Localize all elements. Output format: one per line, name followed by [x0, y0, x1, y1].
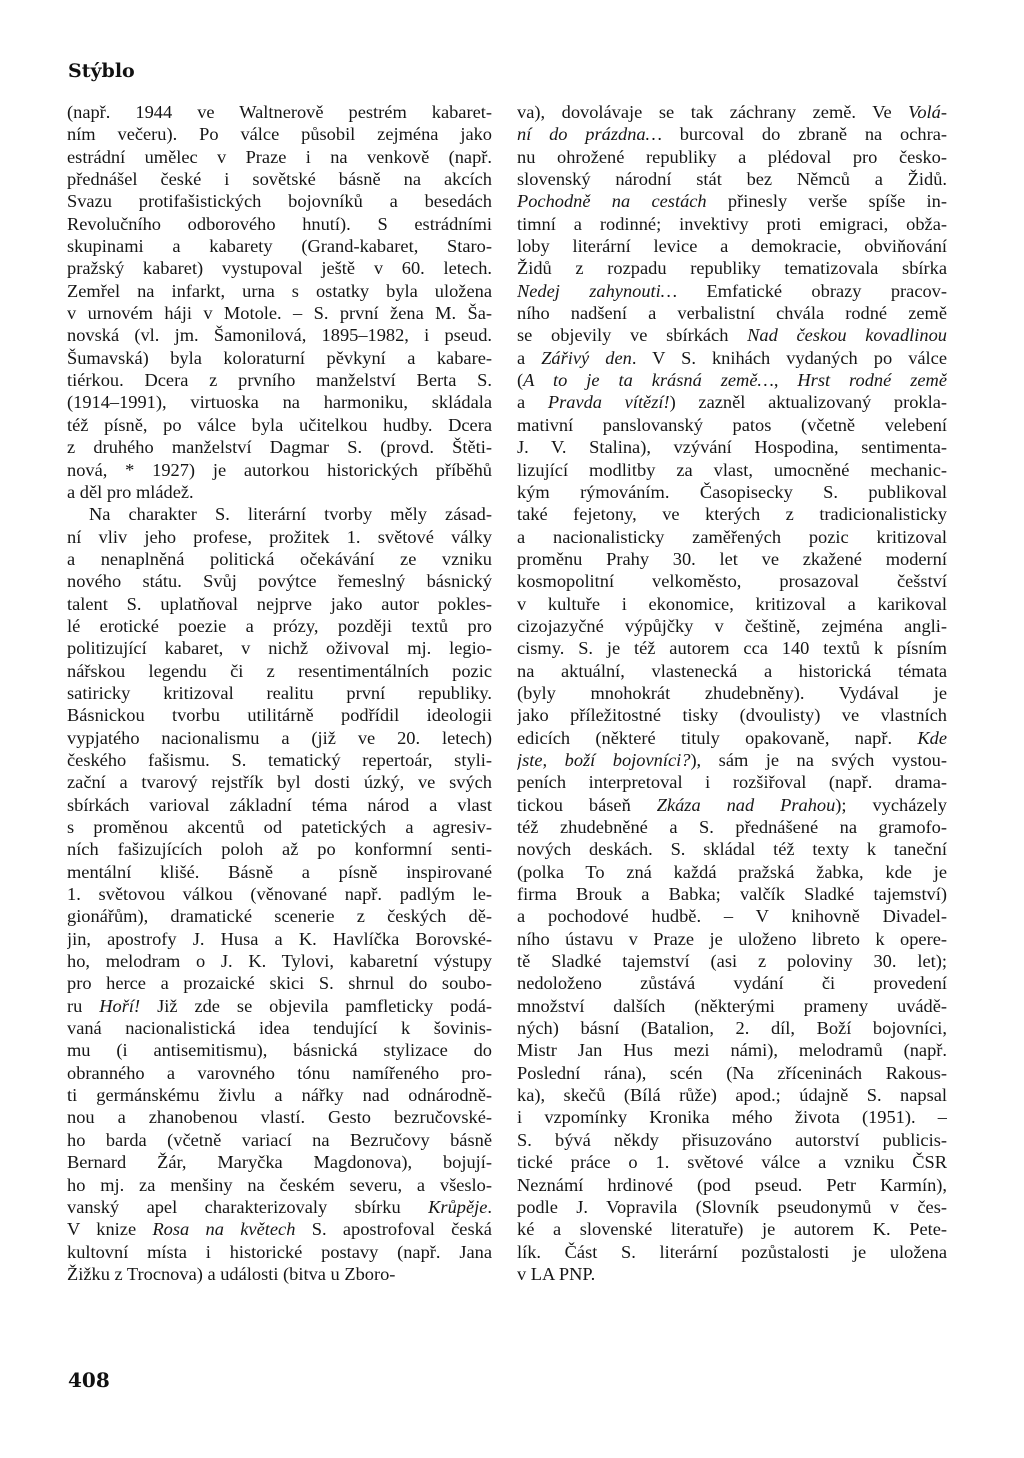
- text-line: [517, 123, 947, 145]
- text-run: vanský apel charakterizovaly sbírku: [67, 1196, 429, 1217]
- text-line: [517, 593, 947, 615]
- text-run: též písně, po válce byla učitelkou hudby. Dcera: [67, 414, 492, 435]
- text-run: vaná nacionalistická idea tendující k šovinis-: [67, 1018, 492, 1039]
- text-line: [517, 1196, 947, 1218]
- text-line: [67, 235, 492, 257]
- text-run: Šumavská) byla koloraturní pěvkyní a kabare-: [67, 347, 492, 368]
- text-run: novská (vl. jm. Šamonilová, 1895–1982, i pseud.: [67, 325, 492, 346]
- text-run: Svazu protifašistických bojovníků a besedách: [67, 191, 492, 212]
- text-line: [517, 905, 947, 927]
- text-line: [67, 302, 492, 324]
- italic-title: Kde: [917, 727, 947, 748]
- text-line: [517, 481, 947, 503]
- text-line: [67, 1241, 492, 1263]
- text-line: [67, 391, 492, 413]
- text-line: [67, 1084, 492, 1106]
- text-line: [517, 101, 947, 123]
- text-run: (např. 1944 ve Waltnerově pestrém kabaret-: [67, 102, 492, 122]
- text-line: [67, 660, 492, 682]
- text-run: (1914–1991), virtuoska na harmoniku, skládala: [67, 392, 492, 413]
- text-line: [67, 459, 492, 481]
- text-line: [517, 1106, 947, 1128]
- text-run: obranného a varovného tónu namířeného pro-: [67, 1062, 492, 1083]
- text-run: Žižku z Trocnova) a události (bitva u Zboro-: [67, 1263, 396, 1284]
- text-line: [67, 704, 492, 726]
- text-line: [517, 660, 947, 682]
- text-line: [67, 481, 492, 503]
- text-column-left: [67, 101, 492, 1285]
- text-run: gionářům), dramatické scenerie z českých dě-: [67, 906, 492, 927]
- text-run: tické práce o 1. světové válce a vzniku ČSR: [517, 1152, 947, 1173]
- text-run: s proměnou akcentů od patetických a agresiv-: [67, 817, 492, 837]
- text-line: [517, 436, 947, 458]
- text-line: [517, 570, 947, 592]
- text-run: cismy. S. je též autorem cca 140 textů k písním: [517, 638, 947, 659]
- text-run: a děl pro mládež.: [67, 481, 194, 502]
- text-line: [67, 190, 492, 212]
- text-run: Bernard Žár, Maryčka Magdonova), bojují-: [67, 1152, 492, 1173]
- text-run: nou a zhanobenou vlastí. Gesto bezručovské-: [67, 1107, 492, 1128]
- text-line: [67, 280, 492, 302]
- text-run: také fejetony, ve kterých z tradicionalisticky: [517, 504, 947, 525]
- text-run: Emfatické obrazy pracov-: [677, 280, 947, 301]
- text-line: [67, 816, 492, 838]
- text-line: [67, 995, 492, 1017]
- text-line: [517, 391, 947, 413]
- text-line: [517, 972, 947, 994]
- text-run: kým rýmováním. Časopisecky S. publikoval: [517, 481, 947, 502]
- italic-title: Zkáza nad Prahou: [656, 794, 836, 815]
- text-run: Neznámí hrdinové (pod pseud. Petr Karmín),: [517, 1174, 947, 1195]
- text-line: [517, 280, 947, 302]
- text-line: [517, 883, 947, 905]
- text-run: ), sám je na svých vystou-: [690, 749, 947, 770]
- text-run: Židů z rozpadu republiky tematizovala sbírka: [517, 258, 947, 279]
- text-run: edicích (některé tituly opakovaně, např.: [517, 727, 918, 748]
- text-run: ním večeru). Po válce působil zejména jako: [67, 124, 492, 145]
- text-line: [67, 794, 492, 816]
- text-line: [67, 257, 492, 279]
- text-line: [517, 503, 947, 525]
- text-line: [67, 615, 492, 637]
- text-line: [517, 1084, 947, 1106]
- text-run: tě Sladké tajemství (asi z poloviny 30. let);: [517, 951, 947, 972]
- text-line: [67, 682, 492, 704]
- text-line: [67, 548, 492, 570]
- text-run: ké a slovenské literatuře) je autorem K. Pete-: [517, 1219, 947, 1240]
- text-run: a nacionalisticky zaměřených pozic kritizoval: [517, 526, 947, 547]
- text-line: [517, 771, 947, 793]
- text-run: satiricky kritizoval realitu první republiky.: [67, 682, 492, 703]
- text-run: a nenaplněná politická očekávání ze vzniku: [67, 548, 492, 569]
- text-run: nářskou legendu či z resentimentálních pozic: [67, 660, 492, 681]
- text-run: v kultuře i ekonomice, kritizoval a karikoval: [517, 593, 947, 614]
- italic-title: A to je ta krásná země…: [523, 370, 774, 391]
- text-run: cizojazyčné výpůjčky v češtině, zejména angli-: [517, 615, 947, 636]
- text-run: z druhého manželství Dagmar S. (provd. Štěti-: [67, 437, 492, 458]
- text-run: ných) básní (Batalion, 2. díl, Boží bojovníci,: [517, 1018, 947, 1039]
- text-line: [517, 1062, 947, 1084]
- text-line: [517, 816, 947, 838]
- text-run: nových deskách. S. skládal též texty k taneční: [517, 839, 947, 860]
- text-line: [67, 727, 492, 749]
- text-line: [517, 548, 947, 570]
- text-line: [517, 414, 947, 436]
- italic-title: Pochodně na cestách: [517, 191, 707, 212]
- text-line: [517, 838, 947, 860]
- text-line: [517, 637, 947, 659]
- text-column-right: [517, 101, 947, 1285]
- text-run: J. V. Stalina), vzývání Hospodina, sentimenta-: [517, 437, 947, 458]
- text-line: [67, 1039, 492, 1061]
- text-line: [67, 324, 492, 346]
- italic-title: Nedej zahynouti…: [517, 280, 678, 301]
- text-run: kultovní místa i historické postavy (např. Jana: [67, 1241, 492, 1262]
- text-line: [517, 704, 947, 726]
- text-run: Básnickou tvorbu utilitárně podřídil ideologii: [67, 705, 492, 726]
- text-run: pro herce a prozaické skici S. shrnul do soubo-: [67, 973, 492, 994]
- text-run: kosmopolitní velkoměsto, prosazoval češství: [517, 571, 947, 592]
- text-line: [67, 146, 492, 168]
- text-run: ho, melodram o J. K. Tylovi, kabaretní výstupy: [67, 951, 492, 972]
- text-line: [67, 1196, 492, 1218]
- italic-title: Zářivý den: [541, 347, 632, 368]
- text-line: [67, 570, 492, 592]
- text-line: [67, 347, 492, 369]
- text-run: zační a tvarový rejstřík byl dosti úzký, ve svých: [67, 772, 492, 793]
- text-run: českého fašismu. S. tematický repertoár, styli-: [67, 749, 492, 770]
- text-run: peních interpretoval i rozšiřoval (např. drama-: [517, 772, 947, 793]
- text-run: lizující modlitby za vlast, umocněné mechanic-: [517, 459, 947, 480]
- text-run: ho barda (včetně variací na Bezručovy básně: [67, 1129, 492, 1150]
- text-run: lé erotické poezie a prózy, později textů pro: [67, 615, 492, 636]
- text-run: v urnovém háji v Motole. – S. první žena M. Ša-: [67, 303, 492, 324]
- text-line: [67, 1129, 492, 1151]
- text-line: [517, 1039, 947, 1061]
- text-line: [67, 1106, 492, 1128]
- text-run: tickou báseň: [517, 794, 657, 815]
- text-run: talent S. uplatňoval nejprve jako autor pokles-: [67, 593, 492, 614]
- text-run: Již zde se objevila pamfleticky podá-: [140, 995, 492, 1016]
- text-line: [517, 749, 947, 771]
- text-line: [67, 861, 492, 883]
- running-head: Stýblo: [68, 60, 135, 82]
- text-line: [517, 861, 947, 883]
- text-line: [67, 593, 492, 615]
- text-run: (: [517, 370, 524, 391]
- text-run: .: [487, 1196, 492, 1217]
- text-line: [67, 1218, 492, 1240]
- text-run: skupinami a kabarety (Grand-kabaret, Staro-: [67, 236, 492, 257]
- italic-title: Pravda vítězí!: [547, 392, 670, 413]
- text-line: [517, 168, 947, 190]
- text-line: [67, 637, 492, 659]
- text-run: ního ústavu v Praze je uloženo libreto k opere-: [517, 928, 947, 949]
- text-run: a pochodové hudbě. – V knihovně Divadel-: [517, 906, 947, 927]
- text-run: 1. světovou válkou (věnované např. padlým le-: [67, 884, 492, 905]
- text-line: [517, 1218, 947, 1240]
- text-line: [517, 324, 947, 346]
- text-line: [517, 146, 947, 168]
- text-line: [67, 526, 492, 548]
- text-line: [67, 1151, 492, 1173]
- text-line: [67, 950, 492, 972]
- text-line: [67, 771, 492, 793]
- text-run: ,: [773, 370, 798, 391]
- text-line: [517, 1151, 947, 1173]
- text-line: [67, 972, 492, 994]
- text-line: [517, 302, 947, 324]
- text-run: přinesly verše spíše in-: [706, 191, 947, 212]
- text-line: [67, 213, 492, 235]
- text-line: [517, 369, 947, 391]
- text-line: [517, 235, 947, 257]
- text-run: ní vliv jeho profese, prožitek 1. světové války: [67, 526, 492, 547]
- text-line: [67, 749, 492, 771]
- text-run: nedoloženo zůstává vydání či provedení: [517, 973, 947, 994]
- text-run: sbírkách varioval základní téma národ a vlast: [67, 794, 492, 815]
- text-line: [517, 950, 947, 972]
- text-run: ) zazněl aktualizovaný prokla-: [669, 392, 947, 413]
- text-run: Revolučního odborového hnutí). S estrádními: [67, 213, 492, 234]
- text-line: [67, 838, 492, 860]
- text-run: timní a rodinné; invektivy proti emigraci, obža-: [517, 213, 947, 234]
- text-line: [517, 526, 947, 548]
- text-run: firma Brouk a Babka; valčík Sladké tajemství): [517, 884, 947, 905]
- text-line: [67, 1017, 492, 1039]
- text-run: (polka To zná každá pražská žabka, kde je: [517, 861, 947, 882]
- text-run: loby literární levice a demokracie, obviňování: [517, 236, 947, 257]
- text-line: [67, 101, 492, 123]
- text-run: Na charakter S. literární tvorby měly zásad-: [89, 504, 492, 525]
- text-line: [67, 436, 492, 458]
- text-run: a: [517, 392, 548, 413]
- text-run: podle J. Vopravila (Slovník pseudonymů v čes-: [517, 1196, 947, 1217]
- text-run: politizující kabaret, v nichž oživoval mj. legio-: [67, 638, 492, 659]
- text-run: mativní panslovanský patos (včetně velebení: [517, 414, 947, 435]
- text-run: nového státu. Svůj povýtce řemeslný básnický: [67, 571, 492, 592]
- text-line: [517, 615, 947, 637]
- text-run: nová, * 1927) je autorkou historických příběhů: [67, 459, 492, 480]
- italic-title: Nad českou kovadlinou: [747, 325, 947, 346]
- text-run: ního nadšení a verbalistní chvála rodné země: [517, 303, 947, 324]
- text-line: [517, 1174, 947, 1196]
- text-line: [67, 503, 492, 525]
- text-line: [67, 414, 492, 436]
- italic-title: Hoří!: [99, 995, 141, 1016]
- text-run: množství dalších (některými prameny uvádě-: [517, 995, 947, 1016]
- italic-title: Rosa na květech: [152, 1219, 296, 1240]
- text-line: [517, 190, 947, 212]
- text-line: [517, 1241, 947, 1263]
- text-line: [67, 168, 492, 190]
- text-run: slovenský národní stát bez Němců a Židů.: [517, 169, 947, 190]
- text-line: [517, 995, 947, 1017]
- text-run: na aktuální, vlastenecká a historická témata: [517, 660, 947, 681]
- text-run: Poslední rána), scén (Na zříceninách Rakous-: [517, 1062, 947, 1083]
- text-run: ru: [67, 995, 100, 1016]
- text-run: mu (i antisemitismu), básnická stylizace do: [67, 1040, 492, 1061]
- italic-title: Krůpěje: [428, 1196, 488, 1217]
- text-run: va), dovolávaje se tak záchrany země. Ve: [517, 102, 909, 122]
- text-run: též zhudebněné a S. přednášené na gramofo-: [517, 817, 947, 837]
- text-run: mentální klišé. Básně a písně inspirované: [67, 861, 492, 882]
- text-run: jin, apostrofy J. Husa a K. Havlíčka Borovské-: [67, 928, 492, 949]
- italic-title: Hrst rodné země: [797, 370, 947, 391]
- text-run: . V S. knihách vydaných po válce: [631, 347, 947, 368]
- text-run: se objevily ve sbírkách: [517, 325, 748, 346]
- text-run: v LA PNP.: [517, 1263, 596, 1284]
- text-line: [517, 682, 947, 704]
- text-line: [67, 1062, 492, 1084]
- text-line: [517, 257, 947, 279]
- text-run: i vzpomínky Kronika mého života (1951). –: [517, 1107, 947, 1128]
- text-run: proměnu Prahy 30. let ve zkažené moderní: [517, 548, 947, 569]
- text-run: (byly mnohokrát zhudebněny). Vydával je: [517, 682, 947, 703]
- text-run: ho mj. za menšiny na českém severu, a všeslo-: [67, 1174, 492, 1195]
- italic-title: jste, boží bojovníci?: [517, 749, 691, 770]
- page-number: 408: [68, 1368, 110, 1392]
- text-run: pražský kabaret) vystupoval ještě v 60. letech.: [67, 258, 492, 279]
- text-line: [517, 347, 947, 369]
- text-line: [517, 928, 947, 950]
- text-run: ka), skečů (Bílá růže) apod.; údajně S. napsal: [517, 1085, 947, 1106]
- text-line: [67, 369, 492, 391]
- text-line: [517, 1017, 947, 1039]
- text-line: [67, 883, 492, 905]
- text-line: [517, 727, 947, 749]
- text-line: [67, 928, 492, 950]
- text-run: ); vycházely: [835, 794, 947, 815]
- text-run: přednášel české i sovětské básně na akcích: [67, 169, 492, 190]
- text-run: jako příležitostné tisky (dvoulisty) ve vlastních: [517, 705, 947, 726]
- text-run: burcoval do zbraně na ochra-: [661, 124, 947, 145]
- text-line: [67, 1263, 492, 1285]
- italic-title: Volá-: [908, 102, 947, 122]
- text-run: Zemřel na infarkt, urna s ostatky byla uložena: [67, 280, 492, 301]
- text-run: vypjatého nacionalismu a (již ve 20. letech): [67, 727, 492, 748]
- text-run: S. apostrofoval česká: [295, 1219, 492, 1240]
- text-run: lík. Část S. literární pozůstalosti je uložena: [517, 1241, 947, 1262]
- text-line: [517, 459, 947, 481]
- text-run: tiérkou. Dcera z prvního manželství Berta S.: [67, 370, 492, 391]
- text-run: nu ohrožené republiky a plédoval pro česko-: [517, 146, 947, 167]
- text-run: ních fašizujících poloh až po konformní senti-: [67, 839, 492, 860]
- italic-title: ní do prázdna…: [517, 124, 662, 145]
- text-line: [517, 1129, 947, 1151]
- text-run: ti germánskému živlu a nářky nad odnárodně-: [67, 1085, 492, 1106]
- text-run: a: [517, 347, 542, 368]
- text-line: [67, 123, 492, 145]
- text-line: [67, 905, 492, 927]
- text-line: [517, 1263, 947, 1285]
- text-line: [517, 794, 947, 816]
- text-run: V knize: [67, 1219, 153, 1240]
- text-run: estrádní umělec v Praze i na venkově (např.: [67, 146, 492, 167]
- text-run: S. bývá někdy přisuzováno autorství publicis-: [517, 1129, 947, 1150]
- text-run: Mistr Jan Hus mezi námi), melodramů (např.: [517, 1040, 947, 1061]
- text-line: [517, 213, 947, 235]
- text-line: [67, 1174, 492, 1196]
